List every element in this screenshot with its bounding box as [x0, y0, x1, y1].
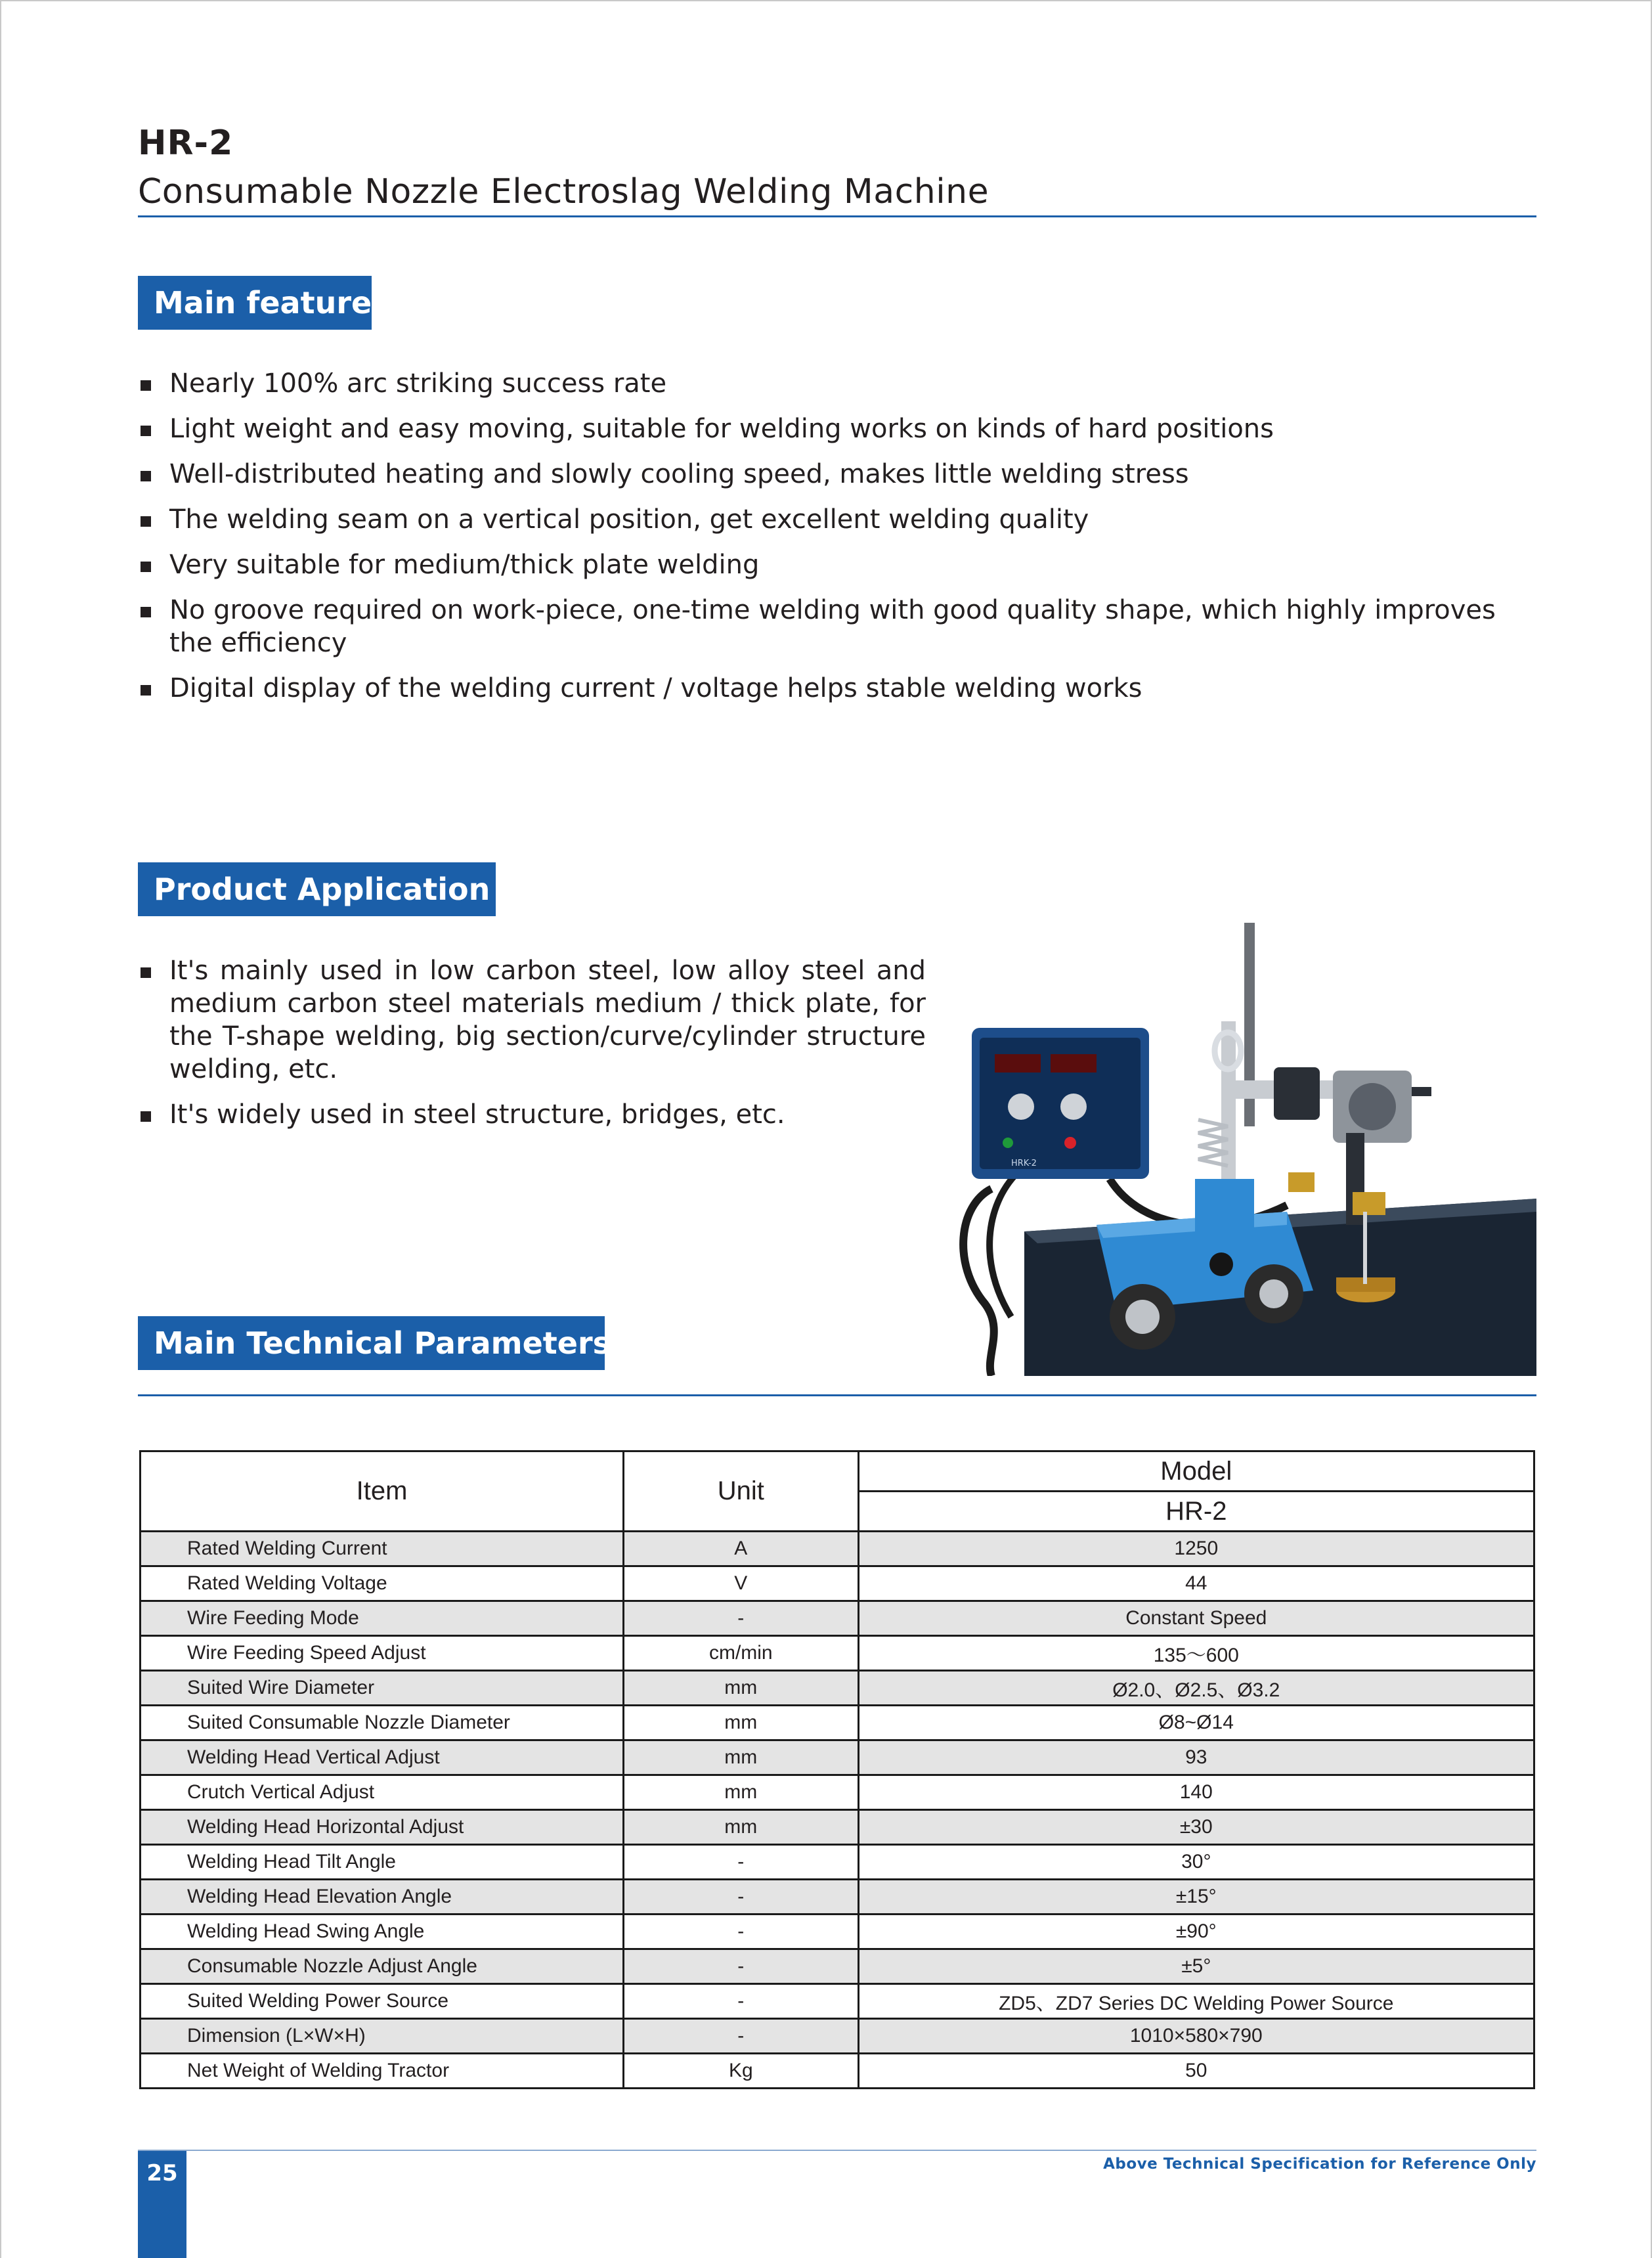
param-item: Dimension (L×W×H) — [141, 2019, 624, 2054]
param-item: Rated Welding Current — [141, 1532, 624, 1566]
list-item — [138, 412, 1540, 445]
param-value: 30° — [858, 1845, 1534, 1880]
param-item: Consumable Nozzle Adjust Angle — [141, 1949, 624, 1984]
bullet-square-icon — [141, 471, 151, 481]
param-unit: mm — [624, 1775, 859, 1810]
list-item — [138, 367, 1540, 400]
welding-machine-photo — [946, 923, 1536, 1376]
bullet-square-icon — [141, 967, 151, 978]
param-unit: - — [624, 1880, 859, 1915]
list-item — [138, 1098, 926, 1131]
table-row — [141, 1566, 1534, 1601]
list-item — [138, 503, 1540, 536]
parameters-table — [139, 1450, 1535, 2089]
list-item — [138, 458, 1540, 491]
feature-text: No groove required on work-piece, one-time welding with good quality shape, which highly improves the efficiency — [169, 595, 1496, 658]
table-row — [141, 1880, 1534, 1915]
table-row — [141, 1775, 1534, 1810]
param-value: ±5° — [858, 1949, 1534, 1984]
application-text: It's widely used in steel structure, bridges, etc. — [169, 1099, 785, 1130]
param-unit: - — [624, 1601, 859, 1636]
param-value: 50 — [858, 2054, 1534, 2089]
table-row — [141, 2054, 1534, 2089]
table-row — [141, 1532, 1534, 1566]
bullet-square-icon — [141, 516, 151, 527]
param-item: Rated Welding Voltage — [141, 1566, 624, 1601]
panel-label: HRK-2 — [1011, 1159, 1037, 1168]
bullet-square-icon — [141, 685, 151, 696]
page-number: 25 — [146, 2160, 178, 2186]
param-value: 44 — [858, 1566, 1534, 1601]
feature-text: Very suitable for medium/thick plate welding — [169, 550, 760, 580]
feature-list — [138, 367, 1540, 717]
page-border-top — [0, 0, 1652, 1]
param-item: Suited Welding Power Source — [141, 1984, 624, 2019]
bullet-square-icon — [141, 607, 151, 617]
list-item — [138, 594, 1540, 659]
param-value: 135～600 — [858, 1636, 1534, 1671]
param-unit: - — [624, 1949, 859, 1984]
column-header-item: Item — [141, 1451, 624, 1532]
bullet-square-icon — [141, 562, 151, 572]
feature-text: The welding seam on a vertical position, get excellent welding quality — [169, 504, 1089, 535]
product-model-title: HR-2 — [138, 123, 234, 163]
param-item: Net Weight of Welding Tractor — [141, 2054, 624, 2089]
title-rule — [138, 215, 1536, 217]
param-value: ±30 — [858, 1810, 1534, 1845]
param-item: Welding Head Horizontal Adjust — [141, 1810, 624, 1845]
param-value: 140 — [858, 1775, 1534, 1810]
section-heading-features: Main features — [138, 276, 372, 330]
table-row — [141, 1636, 1534, 1671]
param-unit: - — [624, 1984, 859, 2019]
feature-text: Well-distributed heating and slowly cooling speed, makes little welding stress — [169, 459, 1189, 489]
param-value: Constant Speed — [858, 1601, 1534, 1636]
table-row — [141, 1601, 1534, 1636]
table-row — [141, 1845, 1534, 1880]
product-name-title: Consumable Nozzle Electroslag Welding Machine — [138, 172, 989, 211]
footer-note: Above Technical Specification for Reference Only — [1103, 2156, 1536, 2173]
feature-text: Digital display of the welding current / voltage helps stable welding works — [169, 673, 1142, 703]
param-item: Welding Head Swing Angle — [141, 1915, 624, 1949]
param-item: Wire Feeding Mode — [141, 1601, 624, 1636]
table-row — [141, 2019, 1534, 2054]
param-value: 93 — [858, 1740, 1534, 1775]
param-item: Welding Head Tilt Angle — [141, 1845, 624, 1880]
param-value: 1250 — [858, 1532, 1534, 1566]
param-value: Ø2.0、Ø2.5、Ø3.2 — [858, 1671, 1534, 1706]
table-row — [141, 1671, 1534, 1706]
param-item: Wire Feeding Speed Adjust — [141, 1636, 624, 1671]
table-row — [141, 1949, 1534, 1984]
param-unit: mm — [624, 1810, 859, 1845]
page-border-left — [0, 0, 1, 2258]
section-heading-application: Product Application — [138, 862, 496, 916]
application-text: It's mainly used in low carbon steel, low alloy steel and medium carbon steel materials medium / thick plate, for the T-shape welding, big section/curve/cylinder structure welding, etc. — [169, 956, 926, 1084]
footer-rule — [138, 2150, 1536, 2151]
bullet-square-icon — [141, 426, 151, 436]
feature-text: Light weight and easy moving, suitable for welding works on kinds of hard positions — [169, 414, 1274, 444]
param-value: 1010×580×790 — [858, 2019, 1534, 2054]
param-unit: A — [624, 1532, 859, 1566]
table-row — [141, 1706, 1534, 1740]
param-item: Welding Head Vertical Adjust — [141, 1740, 624, 1775]
param-value: ZD5、ZD7 Series DC Welding Power Source — [858, 1984, 1534, 2019]
param-unit: mm — [624, 1671, 859, 1706]
parameters-rule — [138, 1394, 1536, 1396]
param-item: Suited Consumable Nozzle Diameter — [141, 1706, 624, 1740]
param-value: ±90° — [858, 1915, 1534, 1949]
application-list — [138, 954, 926, 1143]
list-item — [138, 954, 926, 1086]
column-header-model: Model — [858, 1451, 1534, 1492]
param-unit: - — [624, 2019, 859, 2054]
param-item: Welding Head Elevation Angle — [141, 1880, 624, 1915]
param-unit: V — [624, 1566, 859, 1601]
table-row — [141, 1810, 1534, 1845]
feature-text: Nearly 100% arc striking success rate — [169, 368, 667, 399]
param-value: ±15° — [858, 1880, 1534, 1915]
param-unit: mm — [624, 1740, 859, 1775]
param-item: Suited Wire Diameter — [141, 1671, 624, 1706]
list-item — [138, 672, 1540, 705]
bullet-square-icon — [141, 380, 151, 391]
param-unit: Kg — [624, 2054, 859, 2089]
param-unit: cm/min — [624, 1636, 859, 1671]
table-row — [141, 1984, 1534, 2019]
table-row — [141, 1915, 1534, 1949]
page-number-tab — [138, 2151, 186, 2258]
column-header-model-name: HR-2 — [858, 1492, 1534, 1532]
param-item: Crutch Vertical Adjust — [141, 1775, 624, 1810]
bullet-square-icon — [141, 1111, 151, 1122]
table-row — [141, 1740, 1534, 1775]
list-item — [138, 548, 1540, 581]
column-header-unit: Unit — [624, 1451, 859, 1532]
section-heading-parameters: Main Technical Parameters — [138, 1316, 605, 1370]
table-header-row — [141, 1451, 1534, 1492]
param-unit: mm — [624, 1706, 859, 1740]
param-unit: - — [624, 1845, 859, 1880]
param-unit: - — [624, 1915, 859, 1949]
param-value: Ø8~Ø14 — [858, 1706, 1534, 1740]
